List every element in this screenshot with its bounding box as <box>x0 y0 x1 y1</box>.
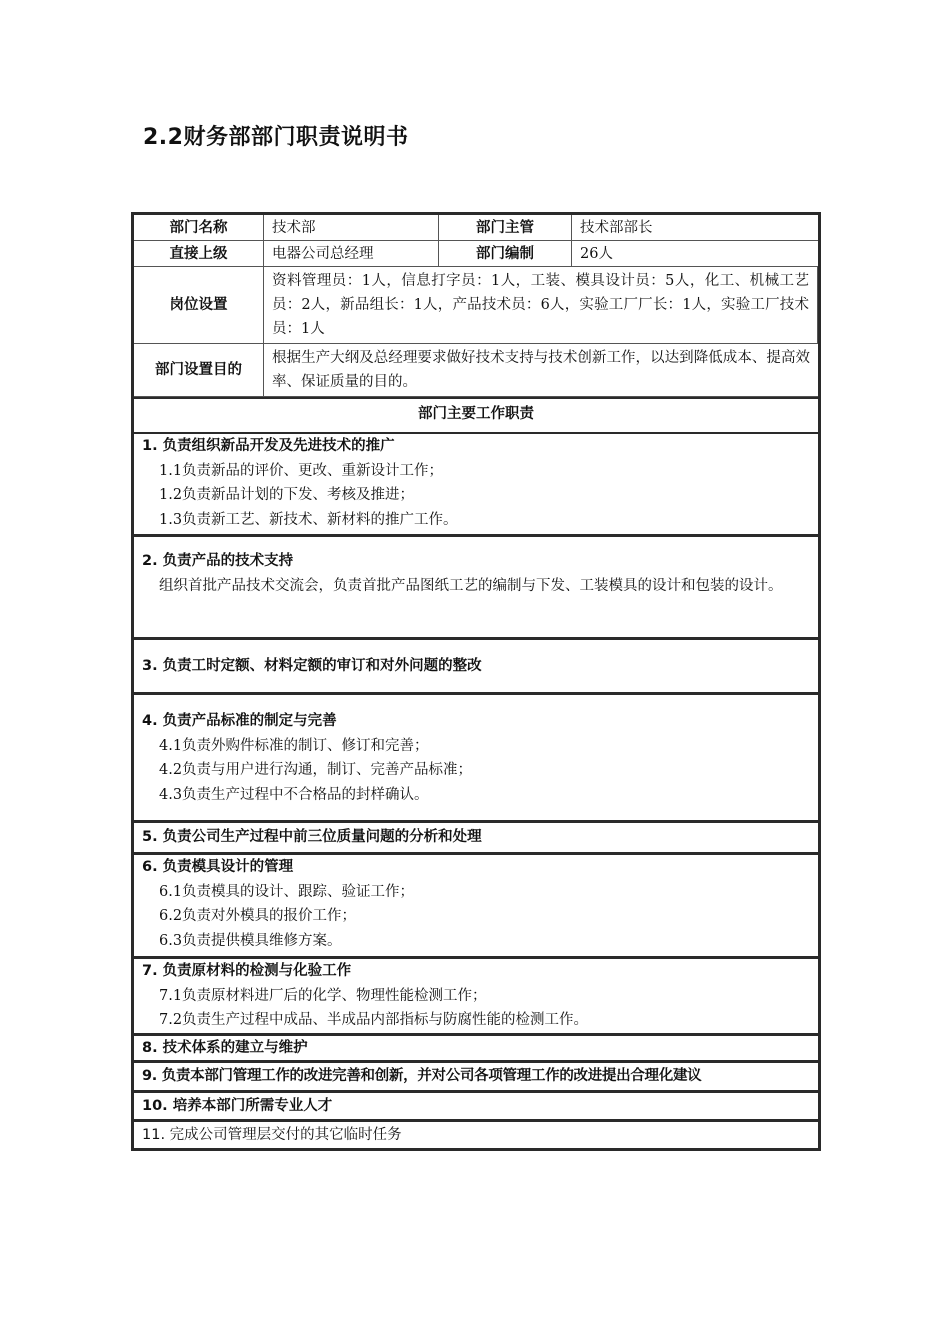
dept-head-label: 部门主管 <box>439 215 572 241</box>
purpose-label: 部门设置目的 <box>134 344 264 397</box>
responsibility-section <box>134 852 818 956</box>
section-item: 6.1负责模具的设计、跟踪、验证工作； <box>159 883 415 900</box>
section-item: 6.3负责提供模具维修方案。 <box>159 932 342 949</box>
responsibility-section <box>134 820 818 852</box>
section-item: 6.2负责对外模具的报价工作； <box>159 908 357 924</box>
section-title: 9. 负责本部门管理工作的改进完善和创新，并对公司各项管理工作的改进提出合理化建议 <box>142 1068 702 1084</box>
dept-name-label: 部门名称 <box>134 215 264 241</box>
section-title: 2. 负责产品的技术支持 <box>142 553 294 569</box>
responsibility-section <box>134 432 818 534</box>
responsibility-table <box>131 212 821 1151</box>
responsibilities-header: 部门主要工作职责 <box>134 397 818 432</box>
dept-name-value: 技术部 <box>264 215 439 241</box>
department-info-grid <box>134 215 818 397</box>
section-item: 4.3负责生产过程中不合格品的封样确认。 <box>159 786 429 803</box>
section-item: 1.1负责新品的评价、更改、重新设计工作； <box>159 462 444 479</box>
headcount-value: 26人 <box>572 241 818 267</box>
section-item: 1.2负责新品计划的下发、考核及推进； <box>159 487 415 503</box>
responsibility-section <box>134 1090 818 1119</box>
section-item: 4.1负责外购件标准的制订、修订和完善； <box>159 737 429 754</box>
section-item: 7.1负责原材料进厂后的化学、物理性能检测工作； <box>159 987 487 1004</box>
positions-value: 资料管理员：1人，信息打字员：1人，工装、模具设计员：5人，化工、机械工艺员：2人，新品组长：1人，产品技术员：6人，实验工厂厂长：1人，实验工厂技术员：1人 <box>264 267 818 344</box>
section-item: 7.2负责生产过程中成品、半成品内部指标与防腐性能的检测工作。 <box>159 1012 589 1028</box>
responsibility-section <box>134 956 818 1033</box>
responsibility-section <box>134 1033 818 1060</box>
dept-head-value: 技术部部长 <box>572 215 818 241</box>
section-title: 8. 技术体系的建立与维护 <box>142 1040 308 1056</box>
responsibility-section <box>134 1119 818 1148</box>
section-title: 7. 负责原材料的检测与化验工作 <box>142 963 352 979</box>
headcount-label: 部门编制 <box>439 241 572 267</box>
purpose-value: 根据生产大纲及总经理要求做好技术支持与技术创新工作，以达到降低成本、提高效率、保证质量的目的。 <box>264 344 818 397</box>
superior-value: 电器公司总经理 <box>264 241 439 267</box>
section-title: 4. 负责产品标准的制定与完善 <box>142 713 337 729</box>
section-title: 3. 负责工时定额、材料定额的审订和对外问题的整改 <box>142 658 482 674</box>
section-title: 10. 培养本部门所需专业人才 <box>142 1098 333 1114</box>
section-item: 4.2负责与用户进行沟通，制订、完善产品标准； <box>159 762 473 778</box>
responsibility-section <box>134 534 818 637</box>
positions-label: 岗位设置 <box>134 267 264 344</box>
superior-label: 直接上级 <box>134 241 264 267</box>
section-title: 1. 负责组织新品开发及先进技术的推广 <box>142 438 395 454</box>
section-title: 6. 负责模具设计的管理 <box>142 859 294 875</box>
section-title: 11. 完成公司管理层交付的其它临时任务 <box>142 1127 402 1143</box>
section-item: 1.3负责新工艺、新技术、新材料的推广工作。 <box>159 511 458 528</box>
responsibility-section <box>134 692 818 820</box>
responsibility-section <box>134 637 818 692</box>
document-title: 2.2财务部部门职责说明书 <box>143 125 409 150</box>
responsibility-section <box>134 1060 818 1090</box>
section-title: 5. 负责公司生产过程中前三位质量问题的分析和处理 <box>142 829 482 845</box>
section-paragraph: 组织首批产品技术交流会，负责首批产品图纸工艺的编制与下发、工装模具的设计和包装的设计。 <box>159 577 783 594</box>
